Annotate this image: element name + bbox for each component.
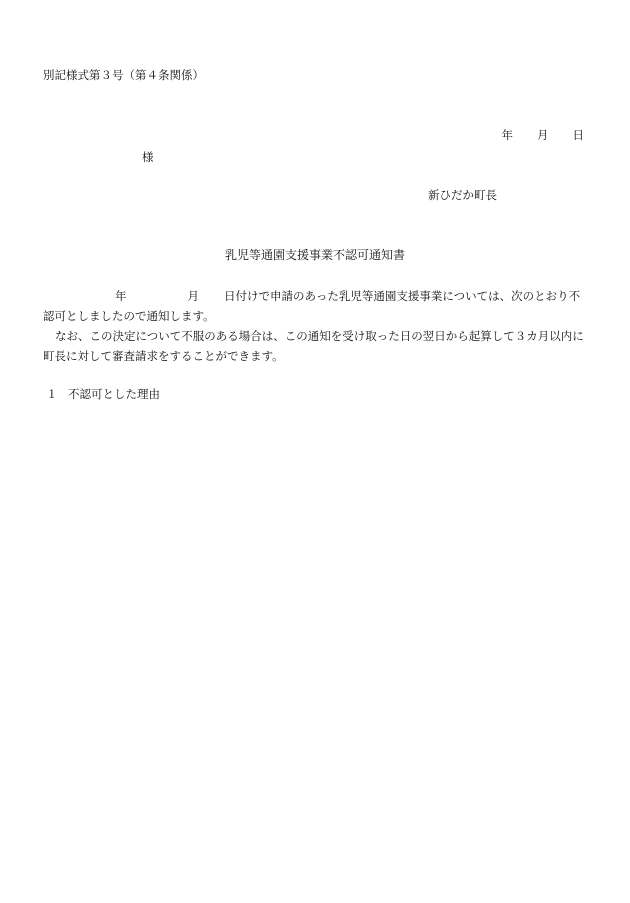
- date-line: [502, 127, 585, 143]
- notice-text: 日付けで申請のあった乳児等通園支援事業については、次のとおり不認可としましたので通知します。: [43, 289, 581, 323]
- paragraph-notice: [43, 286, 589, 326]
- date-day-label: 日: [572, 128, 584, 142]
- section-item: [46, 386, 160, 402]
- application-year-label: 年: [115, 289, 127, 303]
- section-number: １: [46, 387, 58, 401]
- document-title: 乳児等通園支援事業不認可通知書: [224, 248, 405, 262]
- application-month-label: 月: [187, 289, 199, 303]
- date-year-label: 年: [501, 128, 513, 142]
- paragraph-appeal: なお、この決定について不服のある場合は、この通知を受け取った日の翌日から起算して３カ月以内に町長に対して審査請求をすることができます。: [43, 329, 584, 363]
- section-label: 不認可とした理由: [68, 387, 160, 401]
- addressee-honorific: 様: [142, 150, 154, 164]
- body-text: [43, 286, 589, 366]
- form-number-label: 別記様式第３号（第４条関係）: [43, 68, 204, 82]
- issuer-name: 新ひだか町長: [428, 188, 497, 202]
- date-month-label: 月: [537, 128, 549, 142]
